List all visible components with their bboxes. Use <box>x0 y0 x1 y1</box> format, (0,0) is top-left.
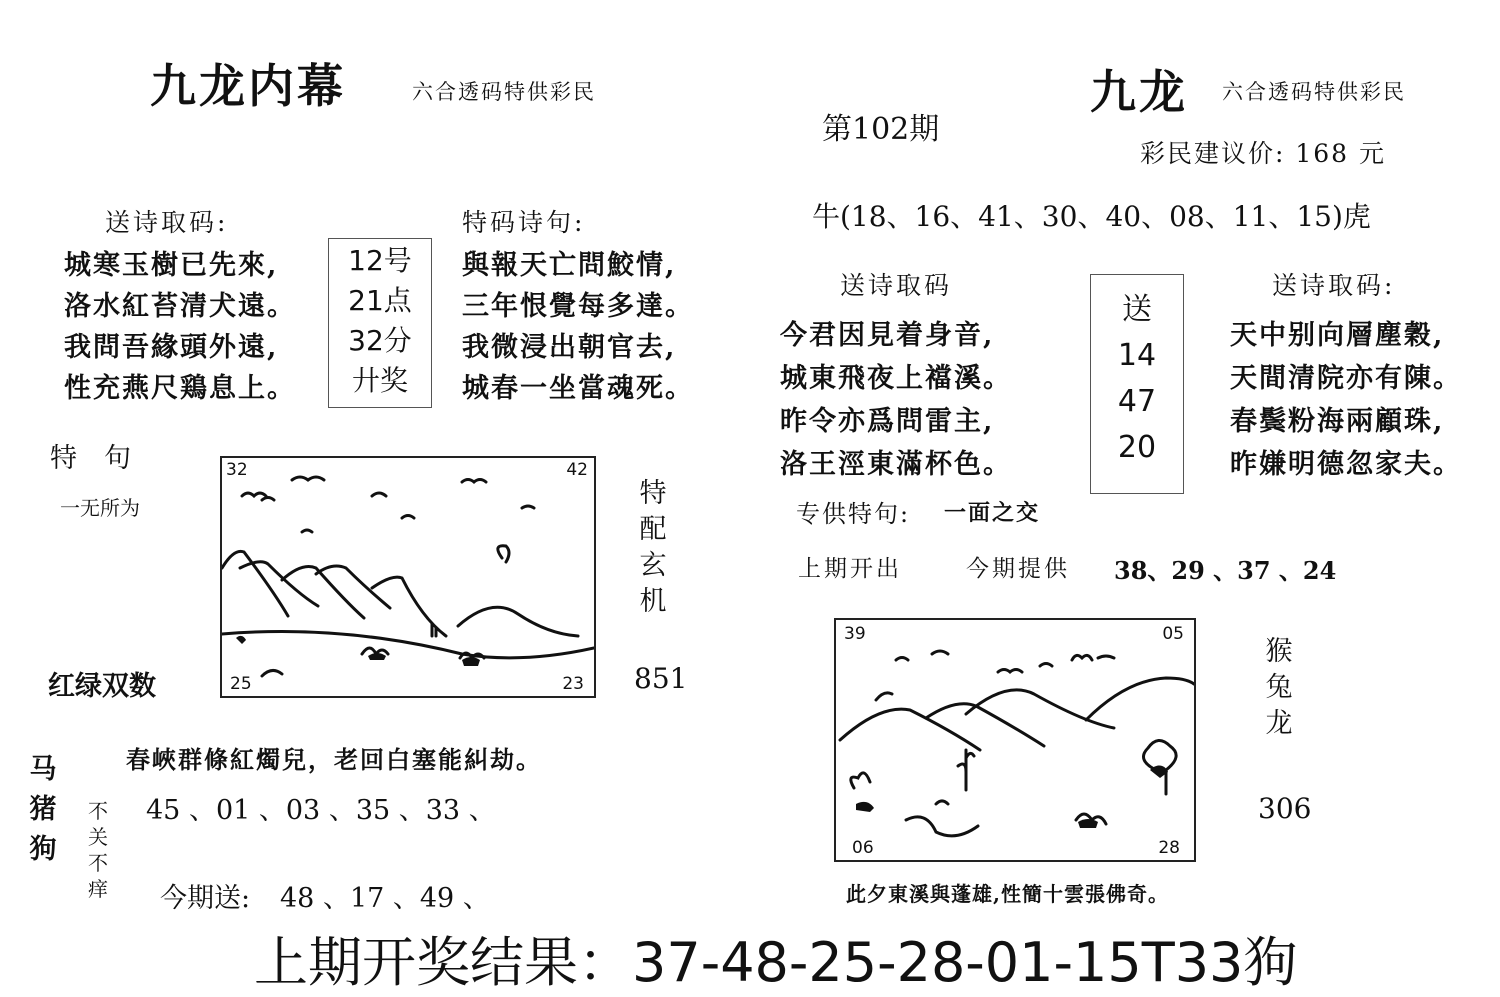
songs-label: 今期送: <box>160 883 251 914</box>
corner-number: 05 <box>1162 624 1184 644</box>
right-poem-line: 春鬓粉海兩顧珠, <box>1230 406 1445 437</box>
mountain-drawing <box>222 458 594 696</box>
right-poem-line: 天中别向層塵穀, <box>1230 320 1445 351</box>
special-vertical-text: 特配玄机 <box>639 478 667 617</box>
right-poem-line: 昨令亦爲問雷主, <box>780 406 995 437</box>
corner-number: 25 <box>230 674 252 694</box>
right-poem-label-right: 送诗取码: <box>1272 271 1396 300</box>
hint-line: 32分 <box>348 324 412 357</box>
issue-number: 第102期 <box>822 112 940 147</box>
left-subtitle: 六合透码特供彩民 <box>412 80 596 104</box>
last-issue-label: 上期开出 <box>798 556 902 582</box>
animals-vertical: 马猪狗 <box>29 754 57 865</box>
zhuan-gong-text: 一面之交 <box>944 500 1041 526</box>
corner-number: 39 <box>844 624 866 644</box>
price: 彩民建议价: 168 元 <box>1140 139 1387 168</box>
left-poem-line: 性充燕尺鶏息上。 <box>64 373 296 404</box>
te-ju-label: 特 句 <box>50 443 131 474</box>
right-verse: 此夕東溪與蓬雄,性簡十雲張佛奇。 <box>846 882 1169 906</box>
right-poem-line: 洛王涇東滿杯色。 <box>780 449 1012 480</box>
hong-lv-label: 红绿双数 <box>48 671 156 702</box>
zhuan-gong-label: 专供特句: <box>796 500 911 528</box>
hint-line: 21点 <box>348 284 412 317</box>
right-hint-box <box>1090 274 1184 494</box>
bu-guan-vertical: 不关不痒 <box>88 799 108 901</box>
tema-poem-line: 與報天亡問鮫情, <box>462 250 677 281</box>
left-title: 九龙内幕 <box>150 59 346 113</box>
hint-line: 20 <box>1117 430 1157 465</box>
right-subtitle: 六合透码特供彩民 <box>1222 80 1406 104</box>
tema-poem-line: 三年恨覺每多達。 <box>462 291 694 322</box>
songs-values: 48 、17 、49 、 <box>280 883 490 914</box>
right-animals-vertical: 猴兔龙 <box>1265 636 1293 739</box>
right-poem-line: 今君因見着身音, <box>780 320 995 351</box>
hint-line: 12号 <box>348 244 412 277</box>
hint-line: 14 <box>1117 338 1157 373</box>
corner-number: 42 <box>566 460 588 480</box>
right-poem-line: 昨嫌明德忽家夫。 <box>1230 449 1462 480</box>
te-ju-text: 一无所为 <box>60 496 140 520</box>
last-result-footer: 上期开奖结果：37-48-25-28-01-15T33狗 <box>254 931 1298 994</box>
left-poem-line: 我問吾緣頭外遠, <box>64 332 279 363</box>
hint-line: 47 <box>1117 384 1157 419</box>
corner-number: 32 <box>226 460 248 480</box>
tema-label: 特码诗句: <box>462 208 586 237</box>
left-poem-label: 送诗取码: <box>105 208 229 237</box>
tema-poem-line: 我微浸出朝官去, <box>462 332 677 363</box>
right-title: 九龙 <box>1090 65 1188 119</box>
right-poem-line: 天間清院亦有陳。 <box>1230 363 1462 394</box>
corner-number: 28 <box>1158 838 1180 858</box>
hint-line: 廾奖 <box>351 364 408 397</box>
corner-number: 23 <box>562 674 584 694</box>
this-issue-values: 38、29 、37 、24 <box>1114 556 1337 585</box>
right-landscape-picture <box>834 618 1196 862</box>
corner-number: 06 <box>852 838 874 858</box>
left-numbers-line: 45 、01 、03 、35 、33 、 <box>146 795 496 826</box>
ox-tiger-numbers: 牛(18、16、41、30、40、08、11、15)虎 <box>812 200 1371 233</box>
mountain-drawing <box>836 620 1194 860</box>
left-poem-line: 城寒玉樹已先來, <box>64 250 279 281</box>
left-verse: 春峽群條紅燭兒，老回白塞能糾劫。 <box>126 745 542 774</box>
number-306: 306 <box>1258 792 1312 825</box>
left-poem-line: 洛水紅苔清犬遠。 <box>64 291 296 322</box>
number-851: 851 <box>634 662 688 695</box>
hint-line: 送 <box>1122 292 1152 327</box>
right-poem-label-left: 送诗取码 <box>840 271 953 300</box>
right-poem-line: 城東飛夜上襠溪。 <box>780 363 1012 394</box>
this-issue-label: 今期提供 <box>966 556 1070 582</box>
left-landscape-picture <box>220 456 596 698</box>
left-hint-box <box>328 238 432 408</box>
tema-poem-line: 城春一坐當魂死。 <box>462 373 694 404</box>
